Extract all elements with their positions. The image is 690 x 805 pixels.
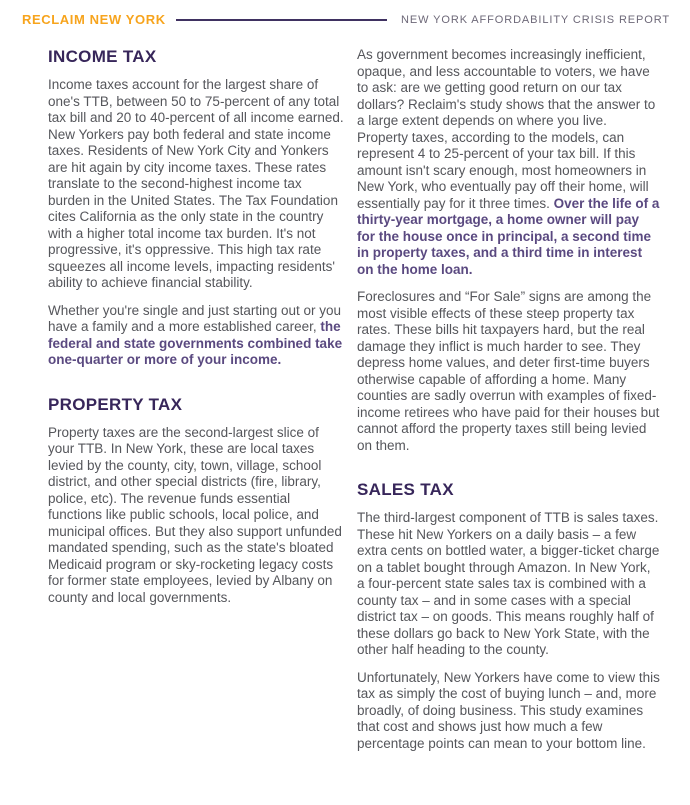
income-tax-paragraph-1: Income taxes account for the largest share of one's TTB, between 50 to 75-percent of any total tax bill and 20 to 40-percent of all income earned. New Yorkers pay both federal and state income taxes. Residents of New York City and Yonkers are hit again by city income taxes. These rates translate to the second-highest income tax burden in the United States. The Tax Foundation cites California as the only state in the country with a higher total income tax burden. It's not progressive, it's oppressive. This high tax rate squeezes all income levels, impacting residents' ability to achieve financial stability. <box>48 77 344 290</box>
government-paragraph <box>357 47 660 278</box>
income-tax-bold-callout: the federal and state governments combined take one-quarter or more of your income. <box>48 319 343 367</box>
brand-wordmark: RECLAIM NEW YORK <box>22 12 166 27</box>
section-heading-sales-tax: SALES TAX <box>357 480 454 499</box>
header-divider-rule <box>176 19 387 21</box>
sales-tax-paragraph-2: Unfortunately, New Yorkers have come to view this tax as simply the cost of buying lunch – and, more broadly, of doing business. This study examines that cost and shows just how much a few percentage points can mean to your bottom line. <box>357 669 660 751</box>
foreclosures-paragraph: Foreclosures and “For Sale” signs are among the most visible effects of these steep property tax rates. These bills hit taxpayers hard, but the real damage they inflict is much harder to see. They depress home values, and deter first-time buyers otherwise capable of affording a home. Many counties are sadly overrun with examples of fixed-income retirees who have paid for their houses but cannot afford the property taxes still being levied on them. <box>357 289 660 453</box>
left-column <box>48 47 345 763</box>
report-title: NEW YORK AFFORDABILITY CRISIS REPORT <box>401 13 670 26</box>
right-column <box>357 47 660 763</box>
income-tax-paragraph-2 <box>48 303 345 369</box>
property-tax-paragraph-1: Property taxes are the second-largest slice of your TTB. In New York, these are local taxes levied by the county, city, town, village, school district, and other special districts (fire, library, police, etc). The revenue funds essential functions like public schools, local police, and municipal offices. But they also support unfunded mandated spending, such as the state's bloated Medicaid program or sky-rocketing legacy costs for former state employees, levied by Albany on county and local governments. <box>48 424 342 605</box>
page-header <box>0 0 690 27</box>
mortgage-bold-callout: Over the life of a thirty-year mortgage, a home owner will pay for the house once in principal, a second time in property taxes, and a third time in interest on the home loan. <box>357 195 660 277</box>
section-heading-income-tax: INCOME TAX <box>48 47 157 66</box>
sales-tax-paragraph-1: The third-largest component of TTB is sales taxes. These hit New Yorkers on a daily basis – a few extra cents on bottled water, a bigger-ticket charge on a tablet bought through Amazon. In New York, a four-percent state sales tax is combined with a county tax – and in some cases with a special district tax – on goods. This means roughly half of these dollars go back to New York State, with the other half heading to the county. <box>357 510 660 657</box>
section-heading-property-tax: PROPERTY TAX <box>48 394 183 414</box>
two-column-body <box>0 27 690 763</box>
income-tax-paragraph-2-text: Whether you're single and just starting out or you have a family and a more established career, <box>48 302 341 334</box>
government-paragraph-text: As government becomes increasingly inefficient, opaque, and less accountable to voters, we have to ask: are we getting good return on our tax dollars? Reclaim's study shows that the answer to a large extent depends on where you live. Property taxes, according to the models, can represent 4 to 25-percent of your tax bill. If this amount isn't scary enough, most homeowners in New York, who eventually pay off their home, will essentially pay for it three times. <box>357 47 656 211</box>
